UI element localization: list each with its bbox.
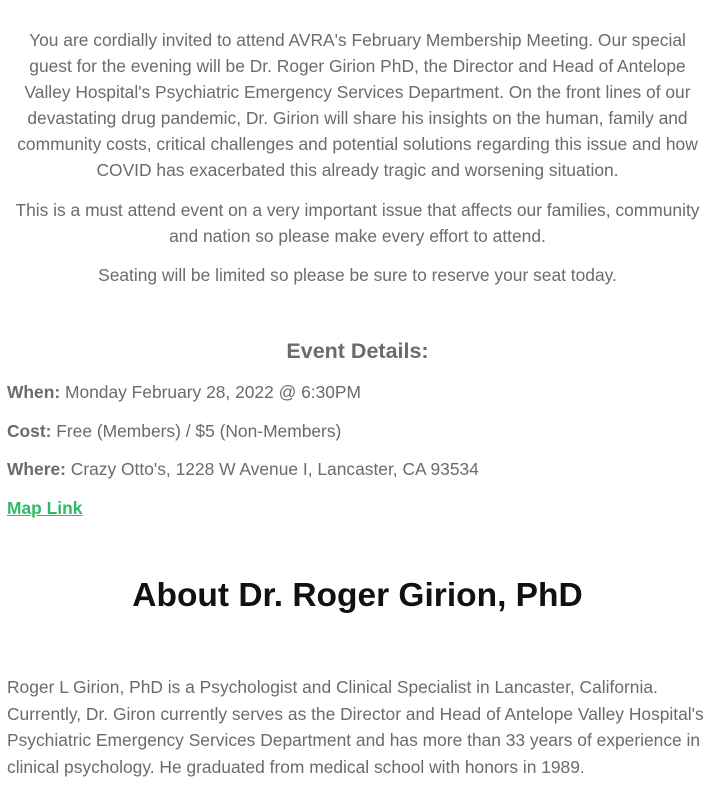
event-where-line	[7, 456, 707, 482]
event-cost-line	[7, 418, 707, 444]
map-link[interactable]: Map Link	[7, 498, 83, 518]
invitation-paragraph: You are cordially invited to attend AVRA's February Membership Meeting. Our special guest for the evening will be Dr. Roger Girion PhD, the Director and Head of Antelope Valley Hospital's Psychiatric Emergency Services Department. On the front lines of our devastating drug pandemic, Dr. Girion will share his insights on the human, family and community costs, critical challenges and potential solutions regarding this issue and how COVID has exacerbated this already tragic and worsening situation.	[17, 30, 698, 180]
when-label: When:	[7, 382, 61, 402]
event-details-heading: Event Details:	[286, 339, 429, 363]
seating-paragraph: Seating will be limited so please be sure to reserve your seat today.	[98, 265, 617, 285]
where-value: Crazy Otto's, 1228 W Avenue I, Lancaster, CA 93534	[65, 459, 479, 479]
importance-paragraph: This is a must attend event on a very important issue that affects our families, community and nation so please make every effort to attend.	[15, 200, 700, 246]
event-when-line	[7, 379, 707, 405]
about-heading: About Dr. Roger Girion, PhD	[132, 577, 583, 614]
when-value: Monday February 28, 2022 @ 6:30PM	[60, 382, 362, 402]
cost-value: Free (Members) / $5 (Non-Members)	[51, 421, 342, 441]
cost-label: Cost:	[7, 421, 52, 441]
where-label: Where:	[7, 459, 66, 479]
bio-paragraph: Roger L Girion, PhD is a Psychologist and Clinical Specialist in Lancaster, California. Currently, Dr. Giron currently serves as the Director and Head of Antelope Valley Hospital's Psychiatric Emergency Services Department and has more than 33 years of experience in clinical psychology. He graduated from medical school with honors in 1989.	[7, 677, 704, 777]
